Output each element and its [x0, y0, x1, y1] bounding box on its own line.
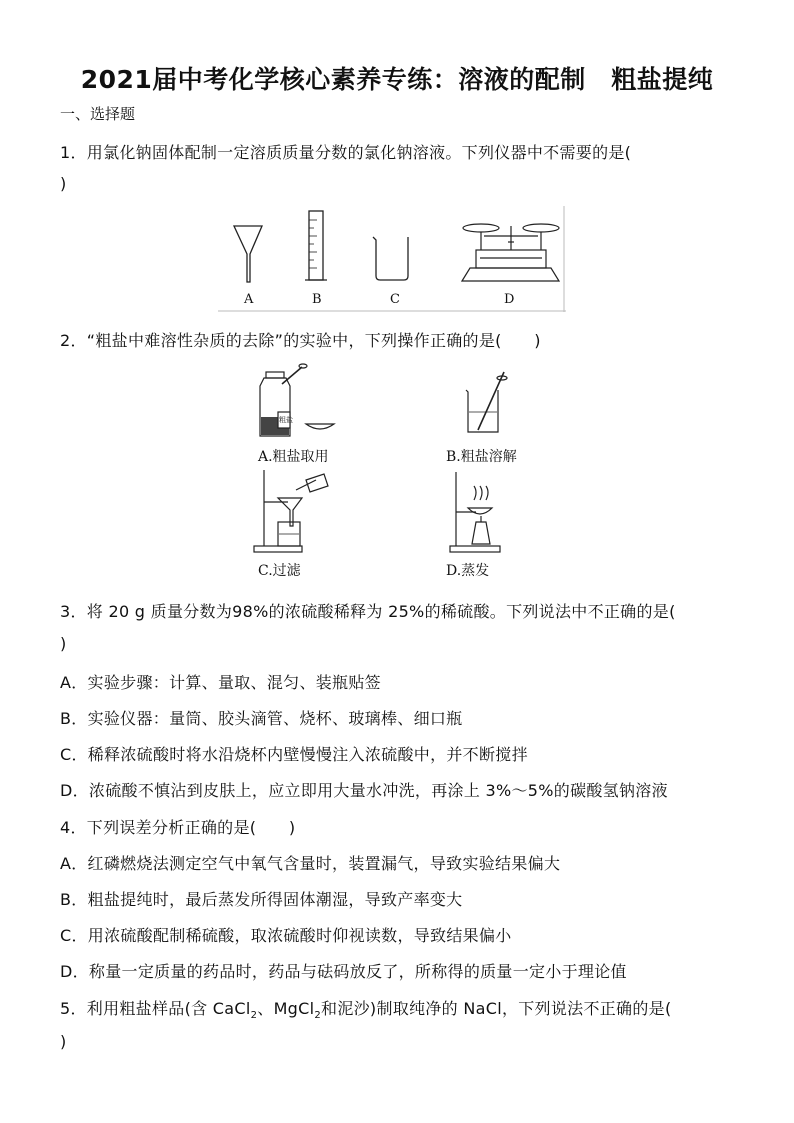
- evaporation-setup-icon: [450, 472, 500, 552]
- filtration-setup-icon: [254, 470, 328, 552]
- option-b-caption: B.粗盐溶解: [446, 449, 517, 465]
- question-5-text: [60, 996, 672, 1021]
- q5-text-part-1: 5．利用粗盐样品(含 CaCl: [60, 999, 251, 1018]
- question-3-bracket: ): [60, 634, 67, 653]
- q4-option-c: C．用浓硫酸配制稀硫酸，取浓硫酸时仰视读数，导致结果偏小: [60, 926, 512, 945]
- option-c-caption: C.过滤: [258, 563, 301, 579]
- dissolving-beaker-icon: [466, 372, 507, 432]
- section-heading: 一、选择题: [60, 105, 136, 123]
- q3-option-a: A．实验步骤：计算、量取、混匀、装瓶贴签: [60, 673, 381, 692]
- q3-option-d: D．浓硫酸不慎沾到皮肤上，应立即用大量水冲洗，再涂上 3%～5%的碳酸氢钠溶液: [60, 781, 668, 800]
- question-4-text: 4．下列误差分析正确的是( ): [60, 818, 296, 837]
- q4-option-b: B．粗盐提纯时，最后蒸发所得固体潮湿，导致产率变大: [60, 890, 463, 909]
- question-2-text: 2．“粗盐中难溶性杂质的去除”的实验中，下列操作正确的是( ): [60, 331, 541, 350]
- q3-option-c: C．稀释浓硫酸时将水沿烧杯内壁慢慢注入浓硫酸中，并不断搅拌: [60, 745, 528, 764]
- q5-text-part-3: 和泥沙)制取纯净的 NaCl，下列说法不正确的是(: [321, 999, 672, 1018]
- option-d-caption: D.蒸发: [446, 563, 490, 579]
- option-b-label: B: [312, 292, 322, 307]
- q1-figure: [218, 206, 566, 312]
- question-3-text: 3．将 20 g 质量分数为98%的浓硫酸稀释为 25%的稀硫酸。下列说法中不正确的是(: [60, 602, 676, 621]
- page-title: 2021届中考化学核心素养专练：溶液的配制 粗盐提纯: [80, 65, 714, 94]
- question-1-text: 1．用氯化钠固体配制一定溶质质量分数的氯化钠溶液。下列仪器中不需要的是(: [60, 143, 632, 162]
- q5-text-part-2: 、MgCl: [257, 999, 315, 1018]
- q4-option-d: D．称量一定质量的药品时，药品与砝码放反了，所称得的质量一定小于理论值: [60, 962, 627, 981]
- question-5-bracket: ): [60, 1032, 67, 1051]
- option-a-label: A: [244, 292, 254, 307]
- option-d-label: D: [504, 292, 515, 307]
- q5-subscript-2: 2: [314, 1010, 322, 1022]
- option-c-label: C: [390, 292, 400, 307]
- q5-subscript-1: 2: [250, 1010, 258, 1022]
- jar-label: 粗盐: [279, 416, 293, 424]
- q3-option-b: B．实验仪器：量筒、胶头滴管、烧杯、玻璃棒、细口瓶: [60, 709, 463, 728]
- salt-jar-icon: [260, 364, 334, 436]
- q2-figure-svg: [250, 362, 550, 582]
- graduated-cylinder-icon: [305, 211, 327, 280]
- beaker-icon: [373, 237, 408, 280]
- funnel-icon: [234, 226, 262, 282]
- q2-figure: [250, 362, 550, 582]
- q4-option-a: A．红磷燃烧法测定空气中氧气含量时，装置漏气，导致实验结果偏大: [60, 854, 561, 873]
- balance-icon: [462, 224, 559, 281]
- question-1-bracket: ): [60, 174, 67, 193]
- option-a-caption: A.粗盐取用: [258, 449, 329, 465]
